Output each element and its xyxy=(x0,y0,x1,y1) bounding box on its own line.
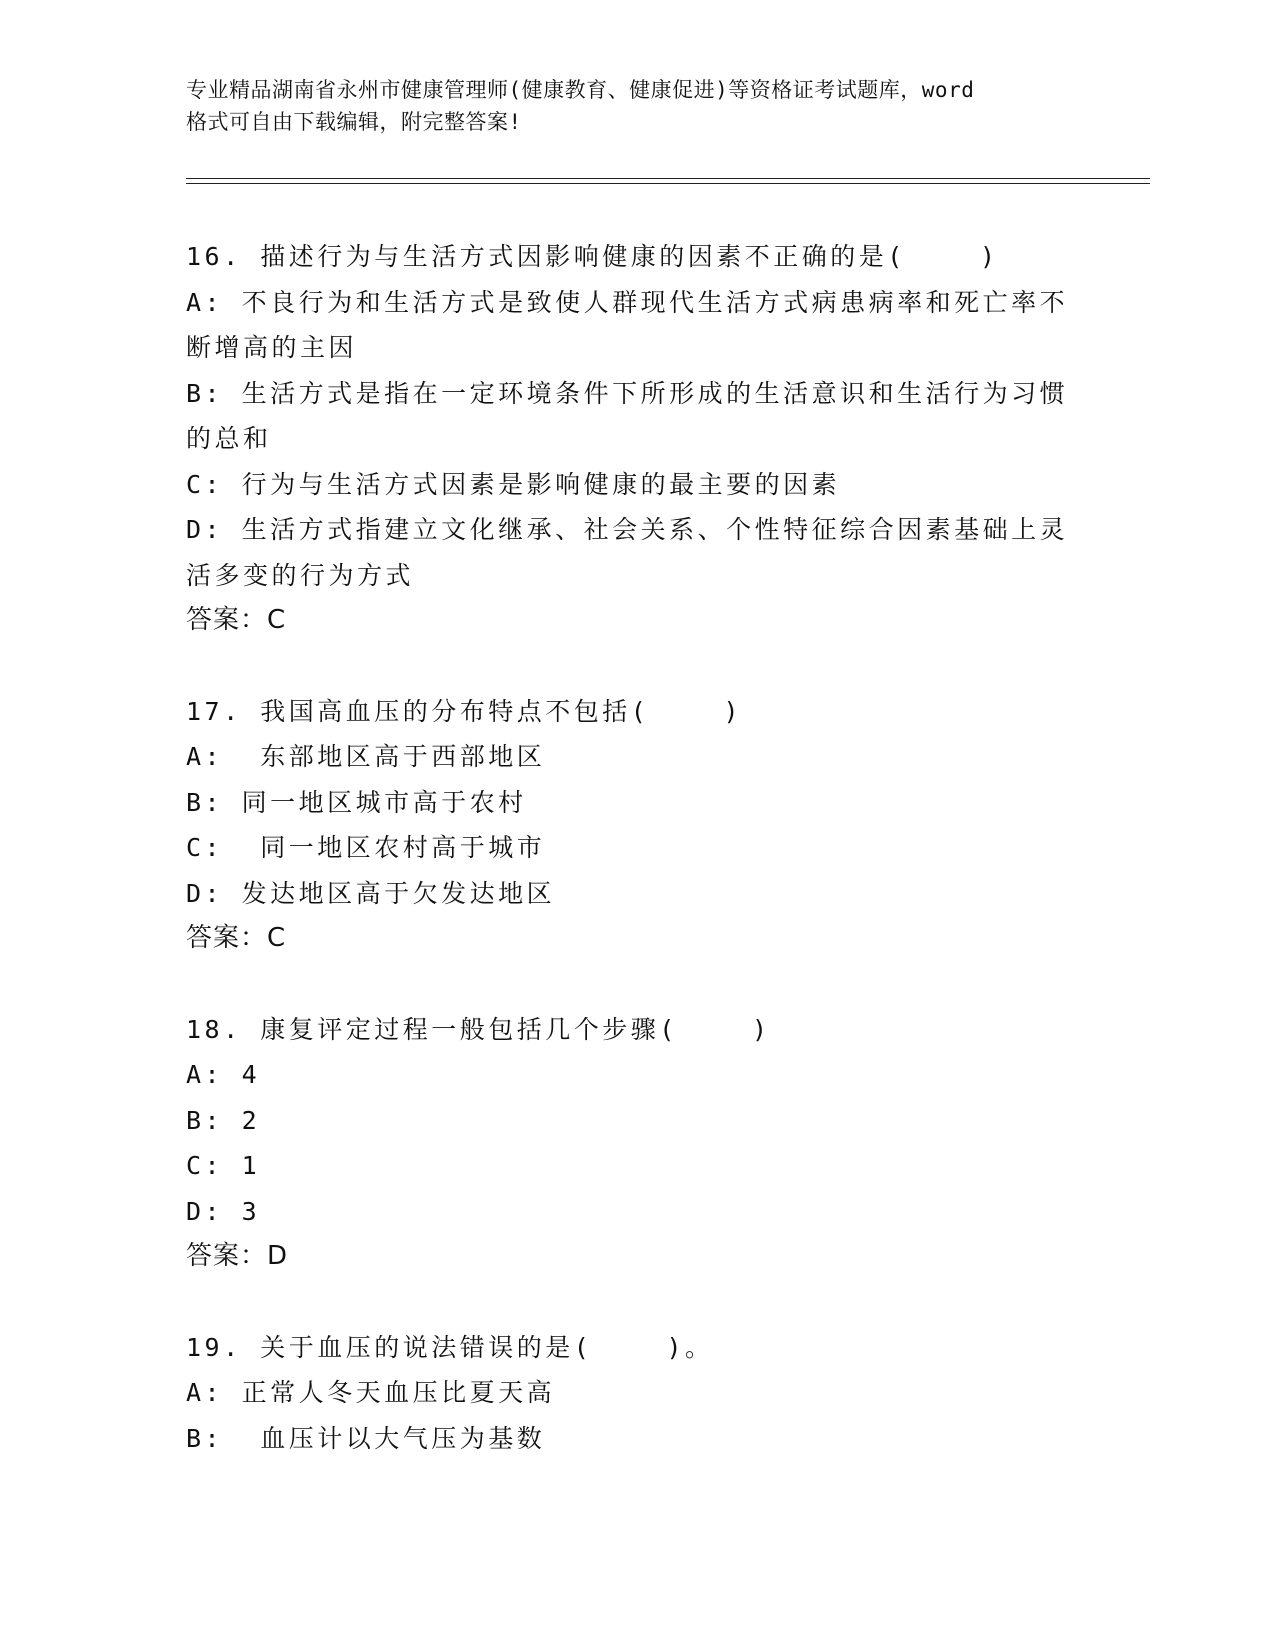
question-17 xyxy=(186,689,1086,962)
question-list xyxy=(186,234,1086,1506)
option-line: A: 正常人冬天血压比夏天高 xyxy=(186,1378,556,1407)
question-stem: 17. 我国高血压的分布特点不包括( ) xyxy=(186,696,743,726)
answer-text: 答案：D xyxy=(186,1241,289,1271)
option-line: 活多变的行为方式 xyxy=(186,560,415,590)
question-stem: 19. 关于血压的说法错误的是( )。 xyxy=(186,1332,714,1362)
question-stem: 18. 康复评定过程一般包括几个步骤( ) xyxy=(186,1014,771,1044)
option-line: A: 4 xyxy=(186,1060,261,1089)
question-16 xyxy=(186,234,1086,644)
header-divider-bottom xyxy=(186,183,1150,184)
option-line: D: 发达地区高于欠发达地区 xyxy=(186,878,556,908)
answer-text: 答案：C xyxy=(186,923,287,953)
option-line: C: 同一地区农村高于城市 xyxy=(186,833,546,862)
question-19 xyxy=(186,1325,1086,1462)
option-line: B: 2 xyxy=(186,1105,261,1135)
option-line: B: 生活方式是指在一定环境条件下所形成的生活意识和生活行为习惯 xyxy=(186,378,1069,408)
header-line-2: 格式可自由下载编辑，附完整答案! xyxy=(186,110,522,134)
option-line: 断增高的主因 xyxy=(186,333,358,362)
option-line: A: 东部地区高于西部地区 xyxy=(186,742,546,771)
document-header xyxy=(186,74,1086,138)
answer-text: 答案：C xyxy=(186,605,287,635)
option-line: B: 同一地区城市高于农村 xyxy=(186,787,527,817)
header-divider-top xyxy=(186,178,1150,179)
option-line: C: 行为与生活方式因素是影响健康的最主要的因素 xyxy=(186,469,841,499)
option-line: 的总和 xyxy=(186,424,272,453)
option-line: A: 不良行为和生活方式是致使人群现代生活方式病患病率和死亡率不 xyxy=(186,287,1069,317)
header-line-1: 专业精品湖南省永州市健康管理师(健康教育、健康促进)等资格证考试题库，word xyxy=(186,78,975,102)
question-stem: 16. 描述行为与生活方式因影响健康的因素不正确的是( ) xyxy=(186,242,999,271)
option-line: C: 1 xyxy=(186,1151,261,1180)
question-18 xyxy=(186,1007,1086,1280)
option-line: B: 血压计以大气压为基数 xyxy=(186,1423,546,1453)
option-line: D: 生活方式指建立文化继承、社会关系、个性特征综合因素基础上灵 xyxy=(186,515,1069,544)
option-line: D: 3 xyxy=(186,1196,261,1226)
